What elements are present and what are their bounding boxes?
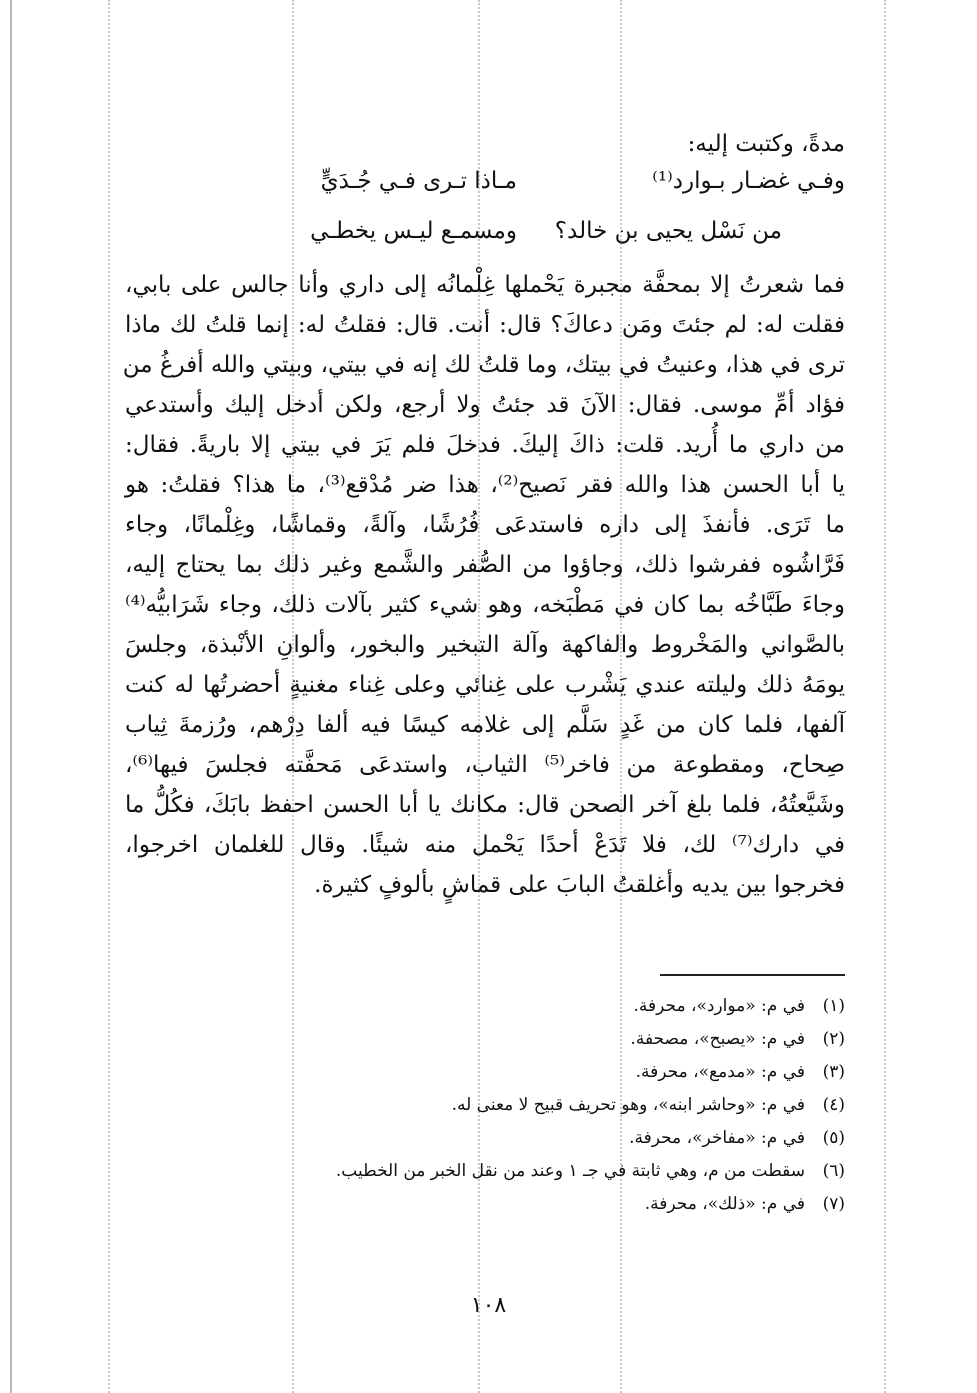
footnote-text: في م: «ذلك»، محرفة. — [644, 1194, 805, 1214]
footnote-number: (٦) — [822, 1161, 845, 1181]
footnote-number: (١) — [822, 996, 845, 1016]
footnote-number: (٧) — [822, 1194, 845, 1214]
paragraph-line: يا أبا الحسن هذا والله فقر نَصيح⁽²⁾، هذا ضر مُدْقع⁽³⁾، ما هذا؟ فقلتُ: هو — [125, 472, 845, 498]
paragraph-line: ترى في هذا، وعنيتُ في بيتك، وما قلتُ لك إنه في بيتي، وبيتي والله أفرغُ من — [122, 352, 845, 378]
footnote-item — [125, 990, 845, 1023]
footnote-item — [125, 1188, 845, 1221]
footnote-number: (٤) — [822, 1095, 845, 1115]
footnote-text: في م: «مفاخر»، محرفة. — [629, 1128, 805, 1148]
verse1-first-hemistich: مـاذا تـرى فـي جُـدَيٍّ — [320, 168, 517, 194]
footnote-item — [125, 1089, 845, 1122]
footnote-number: (٥) — [822, 1128, 845, 1148]
footnote-number: (٣) — [822, 1062, 845, 1082]
footnote-text: سقطت من م، وهي ثابتة في جـ ١ وعند من نقل الخبر من الخطيب. — [335, 1161, 805, 1181]
main-paragraph — [122, 265, 845, 905]
verse2-second-hemistich: من نَسْل يحيى بن خالد؟ — [554, 218, 782, 244]
paragraph-line: فَرَّاشُوه ففرشوا ذلك، وجاؤوا من الصُّفر والشَّمع وغير ذلك بما يحتاج إليه، — [125, 552, 845, 578]
paragraph-line: وشَيَّعتُهُ، فلما بلغ آخر الصحن قال: مكانك يا أبا الحسن احفظ بابَكَ، فكُلُّ ما — [125, 792, 845, 818]
paragraph-line: ما تَرَى. فأنفذَ إلى داره فاستدعَى فُرُشًا، وآلةً، وقماشًا، وغِلْمانًا، وجاء — [125, 512, 845, 538]
scan-artifact-line — [884, 0, 886, 1393]
footnote-number: (٢) — [822, 1029, 845, 1049]
paragraph-line: آلفها، فلما كان من غَدٍ سَلَّم إلى غلامه كيسًا فيه ألفا دِرْهم، ورُزمةَ ثِياب — [125, 712, 845, 738]
scan-edge-line — [10, 0, 12, 1393]
verse2-first-hemistich: ومسمـع ليـس يخطـي — [310, 218, 517, 244]
footnote-text: في م: «يصبح»، مصحفة. — [630, 1029, 805, 1049]
paragraph-line: فؤاد أمِّ موسى. فقال: الآنَ قد جئتُ ولا أرجع، ولكن أدخل إليك وأستدعي — [125, 392, 845, 418]
intro-line: مدةً، وكتبت إليه: — [687, 131, 845, 157]
paragraph-line: يومَهُ ذلك وليلته عندي يَشْرب على غِنائي وعلى غِناء مغنيةٍ أحضرتُها له كنت — [125, 672, 845, 698]
footnote-item — [125, 1056, 845, 1089]
page-number: ١٠٨ — [470, 1293, 507, 1318]
footnote-separator — [660, 974, 845, 976]
paragraph-line: فقلت له: لم جئتَ ومَن دعاكَ؟ قال: أنت. قال: فقلتُ له: إنما قلتُ لك ماذا — [125, 312, 845, 338]
footnote-text: في م: «مدمع»، محرفة. — [635, 1062, 805, 1082]
intro-line-block — [125, 124, 845, 164]
paragraph-line: صِحاح، ومقطوعة من فاخر⁽⁵⁾ الثياب، واستدعَى مَحفَّته فجلسَ فيها⁽⁶⁾، — [125, 752, 845, 778]
footnote-item — [125, 1023, 845, 1056]
footnote-text: في م: «وحاشر ابنه»، وهو تحريف قبيح لا معنى له. — [451, 1095, 805, 1115]
footnote-text: في م: «موارد»، محرفة. — [633, 996, 805, 1016]
paragraph-line: في دارك⁽⁷⁾ لك، فلا تَدَعْ أحدًا يَحْمل منه شيئًا. وقال للغلمان اخرجوا، — [125, 832, 845, 858]
verse1-second-hemistich: وفـي غضـار بـوارد⁽¹⁾ — [652, 168, 845, 194]
scan-artifact-line — [108, 0, 110, 1393]
paragraph-line: من داري ما أُريد. قلت: ذاكَ إليكَ. فدخلَ فلم يَرَ في بيتي إلا باريةً. فقال: — [125, 432, 845, 458]
footnote-item — [125, 1155, 845, 1188]
paragraph-line: فما شعرتُ إلا بمحفَّة مجبرة يَحْملها غِلْمانُه إلى داري وأنا جالس على بابي، — [125, 272, 845, 298]
footnotes — [125, 990, 845, 1221]
paragraph-line: وجاءَ طَبَّاخُه بما كان في مَطْبَخه، وهو شيء كثير بآلات ذلك، وجاء شَرَابيُّه⁽⁴⁾ — [125, 592, 845, 618]
footnote-item — [125, 1122, 845, 1155]
paragraph-line: بالصَّواني والمَخْروط والفاكهة وآلة التبخير والبخور، وألوانِ الأنْبذة، وجلسَ — [125, 632, 845, 658]
paragraph-line: فخرجوا بين يديه وأغلقتُ البابَ على قماشٍ بألوفٍ كثيرة. — [314, 872, 845, 898]
